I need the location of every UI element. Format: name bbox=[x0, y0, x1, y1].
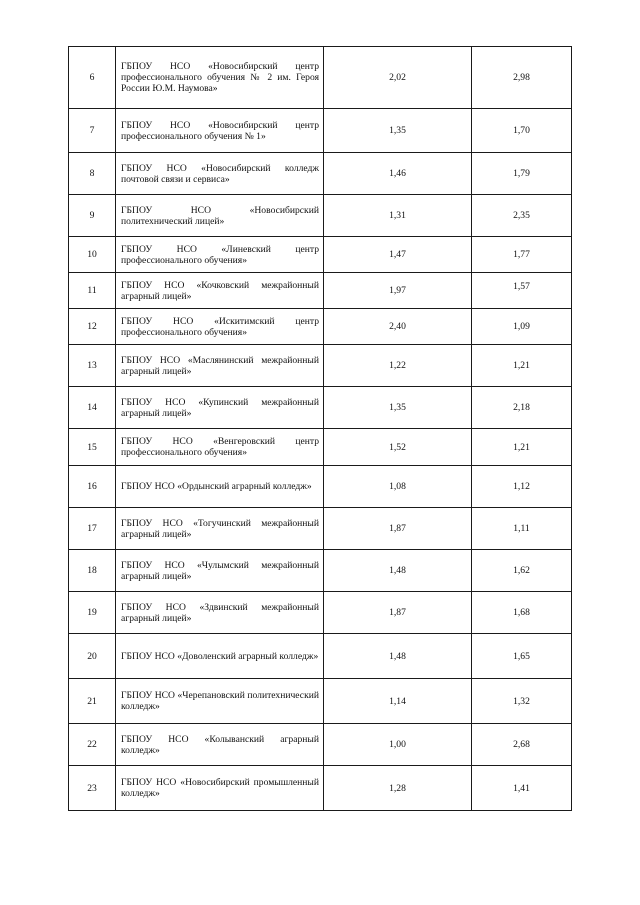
value-col-2: 1,32 bbox=[472, 679, 572, 724]
value-col-1: 2,40 bbox=[324, 309, 472, 345]
institution-name: ГБПОУ НСО «Тогучинский межрайонный аграрный лицей» bbox=[116, 508, 324, 550]
value-col-1: 1,52 bbox=[324, 429, 472, 466]
institution-name: ГБПОУ НСО «Купинский межрайонный аграрный лицей» bbox=[116, 387, 324, 429]
institution-name: ГБПОУ НСО «Черепановский политехнический колледж» bbox=[116, 679, 324, 724]
institution-name: ГБПОУ НСО «Маслянинский межрайонный аграрный лицей» bbox=[116, 345, 324, 387]
institution-name: ГБПОУ НСО «Венгеровский центр профессионального обучения» bbox=[116, 429, 324, 466]
value-col-2: 1,09 bbox=[472, 309, 572, 345]
table-row bbox=[69, 429, 572, 466]
row-number: 17 bbox=[69, 508, 116, 550]
institution-name: ГБПОУ НСО «Ордынский аграрный колледж» bbox=[116, 466, 324, 508]
table-row bbox=[69, 309, 572, 345]
institution-name: ГБПОУ НСО «Кочковский межрайонный аграрный лицей» bbox=[116, 273, 324, 309]
row-number: 23 bbox=[69, 766, 116, 811]
value-col-1: 1,08 bbox=[324, 466, 472, 508]
row-number: 15 bbox=[69, 429, 116, 466]
table-row bbox=[69, 592, 572, 634]
value-col-1: 1,48 bbox=[324, 550, 472, 592]
institution-name: ГБПОУ НСО «Чулымский межрайонный аграрный лицей» bbox=[116, 550, 324, 592]
value-col-1: 2,02 bbox=[324, 47, 472, 109]
institution-name: ГБПОУ НСО «Новосибирский центр профессионального обучения № 1» bbox=[116, 109, 324, 153]
table-row bbox=[69, 237, 572, 273]
row-number: 13 bbox=[69, 345, 116, 387]
value-col-2: 1,21 bbox=[472, 429, 572, 466]
value-col-2: 1,12 bbox=[472, 466, 572, 508]
institution-name: ГБПОУ НСО «Искитимский центр профессионального обучения» bbox=[116, 309, 324, 345]
row-number: 22 bbox=[69, 724, 116, 766]
value-col-1: 1,46 bbox=[324, 153, 472, 195]
table-body bbox=[69, 47, 572, 811]
row-number: 21 bbox=[69, 679, 116, 724]
institution-name: ГБПОУ НСО «Новосибирский центр профессионального обучения № 2 им. Героя России Ю.М. Наумова» bbox=[116, 47, 324, 109]
value-col-1: 1,28 bbox=[324, 766, 472, 811]
value-col-1: 1,87 bbox=[324, 508, 472, 550]
value-col-1: 1,87 bbox=[324, 592, 472, 634]
row-number: 18 bbox=[69, 550, 116, 592]
value-col-2: 1,62 bbox=[472, 550, 572, 592]
row-number: 11 bbox=[69, 273, 116, 309]
row-number: 9 bbox=[69, 195, 116, 237]
value-col-2: 1,77 bbox=[472, 237, 572, 273]
row-number: 16 bbox=[69, 466, 116, 508]
value-col-2: 1,79 bbox=[472, 153, 572, 195]
row-number: 19 bbox=[69, 592, 116, 634]
value-col-1: 1,97 bbox=[324, 273, 472, 309]
value-col-2: 1,21 bbox=[472, 345, 572, 387]
value-col-1: 1,48 bbox=[324, 634, 472, 679]
value-col-1: 1,14 bbox=[324, 679, 472, 724]
value-col-2: 1,41 bbox=[472, 766, 572, 811]
value-col-1: 1,22 bbox=[324, 345, 472, 387]
row-number: 8 bbox=[69, 153, 116, 195]
institution-name: ГБПОУ НСО «Колыванский аграрный колледж» bbox=[116, 724, 324, 766]
institutions-table bbox=[68, 46, 572, 811]
value-col-2: 2,18 bbox=[472, 387, 572, 429]
value-col-2: 2,98 bbox=[472, 47, 572, 109]
table-row bbox=[69, 47, 572, 109]
value-col-1: 1,35 bbox=[324, 387, 472, 429]
value-col-1: 1,31 bbox=[324, 195, 472, 237]
value-col-2: 1,65 bbox=[472, 634, 572, 679]
row-number: 20 bbox=[69, 634, 116, 679]
table-row bbox=[69, 153, 572, 195]
row-number: 7 bbox=[69, 109, 116, 153]
institution-name: ГБПОУ НСО «Новосибирский колледж почтовой связи и сервиса» bbox=[116, 153, 324, 195]
table-row bbox=[69, 766, 572, 811]
institution-name: ГБПОУ НСО «Новосибирский политехнический лицей» bbox=[116, 195, 324, 237]
value-col-2: 2,68 bbox=[472, 724, 572, 766]
value-col-2: 1,70 bbox=[472, 109, 572, 153]
institution-name: ГБПОУ НСО «Здвинский межрайонный аграрный лицей» bbox=[116, 592, 324, 634]
institution-name: ГБПОУ НСО «Доволенский аграрный колледж» bbox=[116, 634, 324, 679]
institution-name: ГБПОУ НСО «Линевский центр профессионального обучения» bbox=[116, 237, 324, 273]
row-number: 12 bbox=[69, 309, 116, 345]
table-row bbox=[69, 634, 572, 679]
row-number: 6 bbox=[69, 47, 116, 109]
value-col-1: 1,35 bbox=[324, 109, 472, 153]
institution-name: ГБПОУ НСО «Новосибирский промышленный колледж» bbox=[116, 766, 324, 811]
row-number: 10 bbox=[69, 237, 116, 273]
value-col-1: 1,00 bbox=[324, 724, 472, 766]
value-col-2: 2,35 bbox=[472, 195, 572, 237]
value-col-1: 1,47 bbox=[324, 237, 472, 273]
table-row bbox=[69, 387, 572, 429]
table-row bbox=[69, 195, 572, 237]
table-row bbox=[69, 550, 572, 592]
table-row bbox=[69, 345, 572, 387]
value-col-2: 1,11 bbox=[472, 508, 572, 550]
table-row bbox=[69, 466, 572, 508]
table-row bbox=[69, 724, 572, 766]
table-row bbox=[69, 679, 572, 724]
table-row bbox=[69, 273, 572, 309]
table-row bbox=[69, 109, 572, 153]
value-col-2: 1,57 bbox=[472, 273, 572, 309]
table-row bbox=[69, 508, 572, 550]
row-number: 14 bbox=[69, 387, 116, 429]
value-col-2: 1,68 bbox=[472, 592, 572, 634]
